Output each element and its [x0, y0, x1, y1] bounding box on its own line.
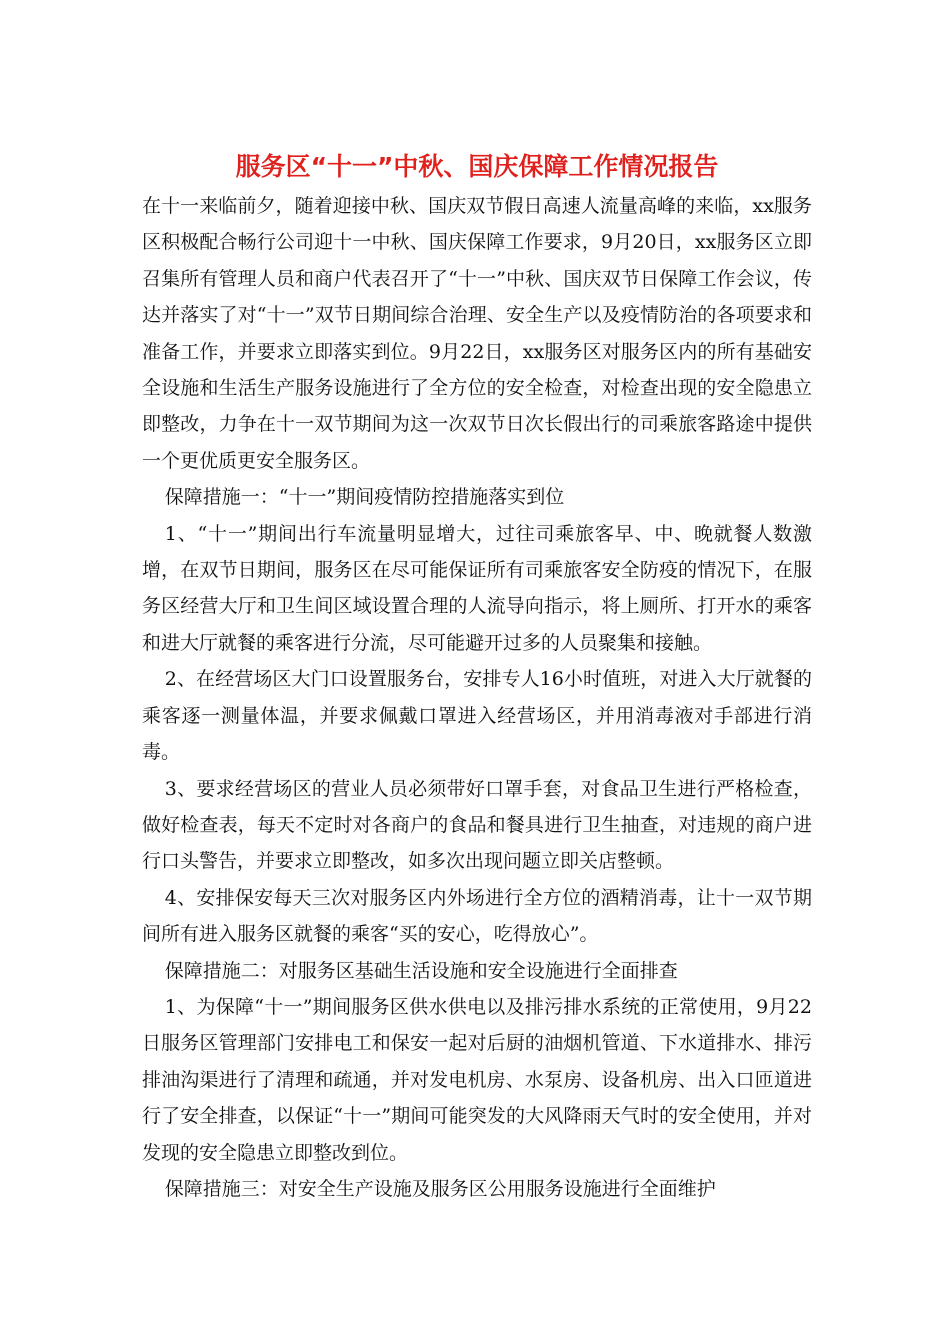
measure-one-heading: 保障措施一：“十一”期间疫情防控措施落实到位 [164, 486, 565, 509]
document-page [142, 152, 812, 1207]
measure-one-item-3: 3、要求经营场区的营业人员必须带好口罩手套，对食品卫生进行严格检查，做好检查表，每天不定时对各商户的食品和餐具进行卫生抽查，对违规的商户进行口头警告，并要求立即整改，如多次出现问题立即关店整顿。 [142, 777, 812, 873]
measure-one-item-2: 2、在经营场区大门口设置服务台，安排专人16小时值班，对进入大厅就餐的乘客逐一测量体温，并要求佩戴口罩进入经营场区，并用消毒液对手部进行消毒。 [142, 668, 812, 764]
measure-two-item-1: 1、为保障“十一”期间服务区供水供电以及排污排水系统的正常使用，9月22日服务区管理部门安排电工和保安一起对后厨的油烟机管道、下水道排水、排污排油沟渠进行了清理和疏通，并对发电机房、水泵房、设备机房、出入口匝道进行了安全排查，以保证“十一”期间可能突发的大风降雨天气时的安全使用，并对发现的安全隐患立即整改到位。 [142, 995, 812, 1164]
document-title: 服务区“十一”中秋、国庆保障工作情况报告 [235, 152, 719, 181]
measure-one-item-1: 1、“十一”期间出行车流量明显增大，过往司乘旅客早、中、晚就餐人数激增，在双节日期间，服务区在尽可能保证所有司乘旅客安全防疫的情况下，在服务区经营大厅和卫生间区域设置合理的人流导向指示，将上厕所、打开水的乘客和进大厅就餐的乘客进行分流，尽可能避开过多的人员聚集和接触。 [142, 522, 812, 654]
measure-three-heading: 保障措施三：对安全生产设施及服务区公用服务设施进行全面维护 [164, 1177, 716, 1200]
document-body [142, 188, 812, 1207]
measure-one-item-4: 4、安排保安每天三次对服务区内外场进行全方位的酒精消毒，让十一双节期间所有进入服务区就餐的乘客“买的安心，吃得放心”。 [142, 886, 812, 946]
measure-two-heading: 保障措施二：对服务区基础生活设施和安全设施进行全面排查 [164, 959, 678, 982]
intro-paragraph: 在十一来临前夕，随着迎接中秋、国庆双节假日高速人流量高峰的来临，xx服务区积极配合畅行公司迎十一中秋、国庆保障工作要求，9月20日，xx服务区立即召集所有管理人员和商户代表召开了“十一”中秋、国庆双节日保障工作会议，传达并落实了对“十一”双节日期间综合治理、安全生产以及疫情防治的各项要求和准备工作，并要求立即落实到位。9月22日，xx服务区对服务区内的所有基础安全设施和生活生产服务设施进行了全方位的安全检查，对检查出现的安全隐患立即整改，力争在十一双节期间为这一次双节日次长假出行的司乘旅客路途中提供一个更优质更安全服务区。 [142, 195, 812, 472]
